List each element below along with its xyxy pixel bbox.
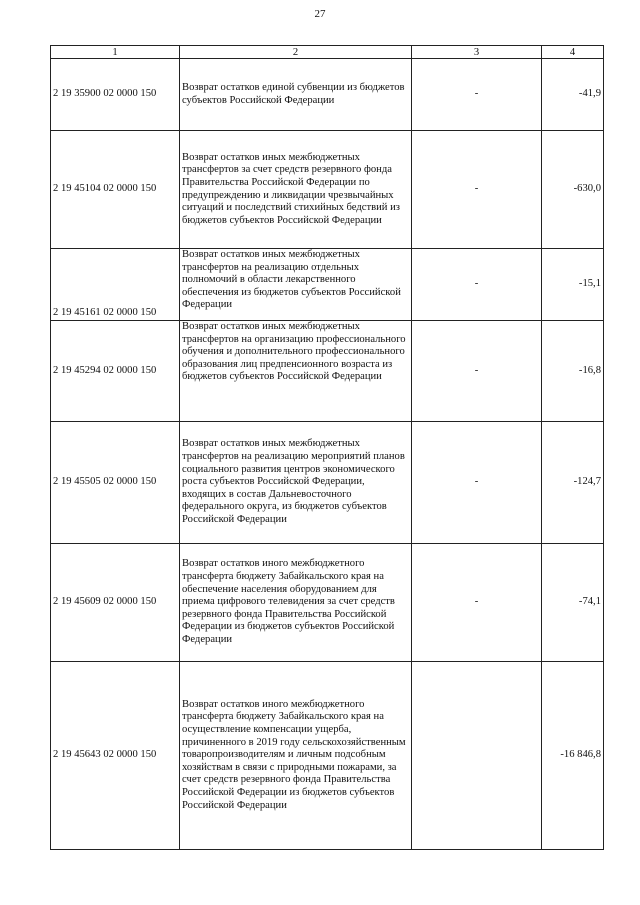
row-amount: -15,1 xyxy=(542,249,604,321)
table-row xyxy=(51,131,604,249)
row-col3 xyxy=(412,662,542,850)
row-col3: - xyxy=(412,59,542,131)
header-row xyxy=(51,46,604,59)
row-col3: - xyxy=(412,321,542,422)
header-col-3: 3 xyxy=(412,46,542,59)
row-amount: -16 846,8 xyxy=(542,662,604,850)
row-code: 2 19 45294 02 0000 150 xyxy=(51,321,180,422)
table-row xyxy=(51,662,604,850)
row-description: Возврат остатков иных межбюджетных трансфертов за счет средств резервного фонда Правительства Российской Федерации по предупреждению и ликвидации чрезвычайных ситуаций и последствий стихийных бедствий из бюджетов субъектов Российской Федерации xyxy=(180,131,412,249)
row-code: 2 19 45609 02 0000 150 xyxy=(51,544,180,662)
row-description: Возврат остатков иных межбюджетных трансфертов на реализацию отдельных полномочий в области лекарственного обеспечения из бюджетов субъектов Российской Федерации xyxy=(180,249,412,321)
table-row xyxy=(51,422,604,544)
row-amount: -124,7 xyxy=(542,422,604,544)
row-description: Возврат остатков иных межбюджетных трансфертов на организацию профессионального обучения и дополнительного профессионального образования лиц предпенсионного возраста из бюджетов субъектов Российской Федерации xyxy=(180,321,412,422)
table-row xyxy=(51,321,604,422)
table-row xyxy=(51,59,604,131)
row-code: 2 19 45104 02 0000 150 xyxy=(51,131,180,249)
header-col-4: 4 xyxy=(542,46,604,59)
row-description: Возврат остатков иных межбюджетных трансфертов на реализацию мероприятий планов социального развития центров экономического роста субъектов Российской Федерации, входящих в состав Дальневосточного федерального округа, из бюджетов субъектов Российской Федерации xyxy=(180,422,412,544)
row-amount: -16,8 xyxy=(542,321,604,422)
row-description: Возврат остатков единой субвенции из бюджетов субъектов Российской Федерации xyxy=(180,59,412,131)
row-amount: -41,9 xyxy=(542,59,604,131)
row-col3: - xyxy=(412,422,542,544)
header-col-2: 2 xyxy=(180,46,412,59)
table-row xyxy=(51,544,604,662)
table-row xyxy=(51,249,604,321)
row-amount: -630,0 xyxy=(542,131,604,249)
page-number: 27 xyxy=(314,8,326,20)
budget-table xyxy=(50,45,604,850)
row-col3: - xyxy=(412,131,542,249)
row-description: Возврат остатков иного межбюджетного трансферта бюджету Забайкальского края на обеспечение населения оборудованием для приема цифрового телевидения за счет средств резервного фонда Правительства Российской Федерации из бюджетов субъектов Российской Федерации xyxy=(180,544,412,662)
row-code: 2 19 45161 02 0000 150 xyxy=(51,249,180,321)
row-col3: - xyxy=(412,544,542,662)
row-description: Возврат остатков иного межбюджетного трансферта бюджету Забайкальского края на осуществление компенсации ущерба, причиненного в 2019 году сельскохозяйственным товаропроизводителям и личным подсобным хозяйствам в связи с природными пожарами, за счет средств резервного фонда Правительства Российской Федерации из бюджетов субъектов Российской Федерации xyxy=(180,662,412,850)
row-amount: -74,1 xyxy=(542,544,604,662)
row-code: 2 19 35900 02 0000 150 xyxy=(51,59,180,131)
header-col-1: 1 xyxy=(51,46,180,59)
row-col3: - xyxy=(412,249,542,321)
row-code: 2 19 45643 02 0000 150 xyxy=(51,662,180,850)
row-code: 2 19 45505 02 0000 150 xyxy=(51,422,180,544)
